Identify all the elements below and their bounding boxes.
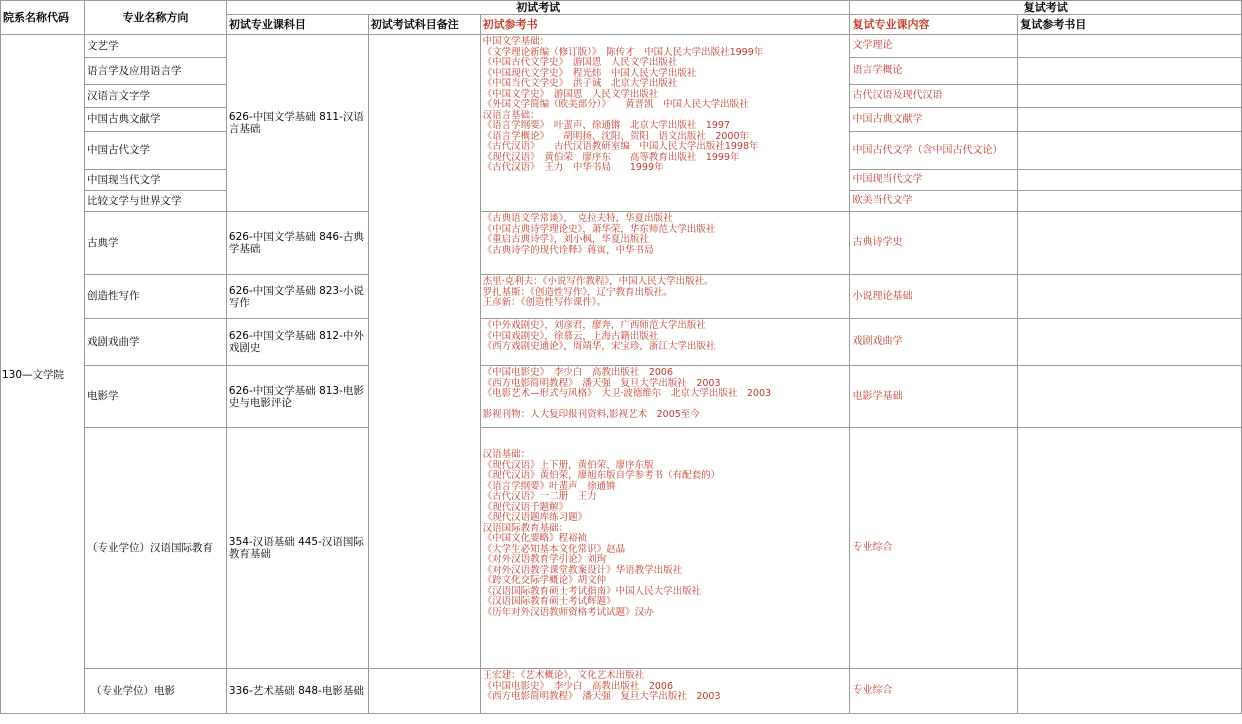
book-line: 《中国文学史》 游国恩 人民文学出版社 — [482, 88, 659, 100]
book-line: 王彦新：《创造性写作课件》。 — [482, 297, 607, 308]
header-prelim-notes: 初试考试科目备注 — [368, 15, 480, 35]
retest-books-cell — [1018, 58, 1242, 85]
book-line: 杰里·克利夫：《小说写作教程》，中国人民大学出版社。 — [482, 276, 714, 287]
retest-content-cell: 古代汉语及现代汉语 — [850, 85, 1018, 108]
book-line: 汉语基础： — [482, 449, 531, 460]
book-line: 王宏建：《艺术概论》，文化艺术出版社 — [482, 670, 645, 681]
table-row — [1, 669, 1242, 714]
retest-books-cell — [1018, 132, 1242, 170]
header-major: 专业名称方向 — [84, 1, 226, 35]
subject-cell: 626-中国文学基础 812-中外戏剧史 — [226, 319, 368, 366]
book-line: 《对外汉语教学课堂教案设计》华语教学出版社 — [482, 564, 683, 576]
book-line: 《中国古代文学史》 游国恩 人民文学出版社 — [482, 57, 678, 68]
notes-cell — [368, 35, 480, 669]
book-line: 《古代汉语》一二册 王力 — [482, 491, 597, 502]
major-cell: 中国古典文献学 — [84, 108, 226, 132]
major-cell: 古典学 — [84, 212, 226, 275]
department-cell: 130—文学院 — [1, 35, 85, 714]
book-line: 《大学生必知基本文化常识》赵晶 — [482, 543, 626, 555]
major-cell: 戏剧戏曲学 — [84, 319, 226, 366]
book-line: 《语言学概论》 胡明扬、沈阳、贺阳 语文出版社 2000年 — [482, 130, 750, 142]
subject-cell: 354-汉语基础 445-汉语国际教育基础 — [226, 428, 368, 669]
book-line: 《古代汉语》 古代汉语教研室编 中国人民大学出版社1998年 — [482, 141, 759, 152]
retest-content-cell: 中国现当代文学 — [850, 170, 1018, 191]
retest-books-cell — [1018, 191, 1242, 212]
major-cell: 汉语言文字学 — [84, 85, 226, 108]
major-cell: 中国古代文学 — [84, 132, 226, 170]
book-line: 《中国电影史》 李少白 高教出版社 2006 — [482, 680, 674, 692]
book-line: 《语言学纲要》 叶蜚声、徐通锵 北京大学出版社 1997 — [482, 120, 731, 131]
retest-content-cell: 戏剧戏曲学 — [850, 319, 1018, 366]
major-cell: 电影学 — [84, 366, 226, 428]
table-row — [1, 212, 1242, 275]
book-line: 《汉语国际教育硕士考试辉题》 — [482, 596, 616, 607]
retest-books-cell — [1018, 319, 1242, 366]
book-line: 《语言学纲要》叶蜚声 徐通锵 — [482, 480, 616, 492]
retest-books-cell — [1018, 275, 1242, 319]
retest-content-cell: 专业综合 — [850, 669, 1018, 714]
book-line: 《古代汉语》 王力 中华书局 1999年 — [482, 162, 664, 173]
major-cell: 语言学及应用语言学 — [84, 58, 226, 85]
header-prelim-subjects: 初试专业课科目 — [226, 15, 368, 35]
subject-cell: 336-艺术基础 848-电影基础 — [226, 669, 368, 714]
header-retest: 复试考试 — [850, 1, 1242, 15]
book-line: 《中国文化要略》程裕祯 — [482, 533, 588, 544]
retest-content-cell: 欧美当代文学 — [850, 191, 1018, 212]
book-line: 汉语国际教育基础： — [482, 522, 569, 534]
header-retest-content: 复试专业课内容 — [850, 15, 1018, 35]
subject-cell: 626-中国文学基础 813-电影史与电影评论 — [226, 366, 368, 428]
retest-books-cell — [1018, 669, 1242, 714]
retest-content-cell: 古典诗学史 — [850, 212, 1018, 275]
table-row — [1, 35, 1242, 58]
major-cell: 创造性写作 — [84, 275, 226, 319]
retest-books-cell — [1018, 85, 1242, 108]
books-cell — [480, 319, 850, 366]
header-row-1 — [1, 1, 1242, 15]
book-line: 《中外戏剧史》，刘彦君，廖奔，广西师范大学出版社 — [482, 320, 706, 331]
book-line: 《现代汉语千题解》 — [482, 501, 569, 513]
retest-books-cell — [1018, 35, 1242, 58]
header-prelim: 初试考试 — [226, 1, 850, 15]
retest-books-cell — [1018, 170, 1242, 191]
book-line: 《历年对外汉语教师资格考试试题》汉办 — [482, 606, 654, 618]
book-line: 《外国文学简编（欧美部分）》 黄晋凯 中国人民大学出版社 — [482, 99, 749, 110]
subject-cell: 626-中国文学基础 823-小说写作 — [226, 275, 368, 319]
notes-cell — [368, 669, 480, 714]
major-cell: （专业学位）汉语国际教育 — [84, 428, 226, 669]
retest-books-cell — [1018, 428, 1242, 669]
retest-content-cell: 小说理论基础 — [850, 275, 1018, 319]
book-line: 《中国现代文学史》 程光炜 中国人民大学出版社 — [482, 67, 697, 79]
retest-books-cell — [1018, 212, 1242, 275]
book-line: 《跨文化交际学概论》胡文仲 — [482, 575, 607, 586]
book-line: 《中国古典诗学理论史》，萧华荣，华东师范大学出版社 — [482, 223, 716, 235]
header-retest-books: 复试参考书目 — [1018, 15, 1242, 35]
retest-content-cell: 中国古典文献学 — [850, 108, 1018, 132]
book-line: 《文学理论新编（修订版）》 陈传才 中国人民大学出版社1999年 — [482, 46, 764, 58]
retest-content-cell: 电影学基础 — [850, 366, 1018, 428]
retest-content-cell: 专业综合 — [850, 428, 1018, 669]
books-cell — [480, 212, 850, 275]
book-line: 《现代汉语》 黄伯荣 廖序东 高等教育出版社 1999年 — [482, 151, 740, 163]
retest-content-cell: 文学理论 — [850, 35, 1018, 58]
book-line: 《电影艺术—形式与风格》 大卫·波德维尔 北京大学出版社 2003 — [482, 388, 772, 399]
book-line: 《西方电影简明教程》 潘天强 复旦大学出版社 2003 — [482, 377, 721, 389]
book-line: 《中国当代文学史》 洪子诚 北京大学出版社 — [482, 78, 678, 89]
book-line: 《古典诗学的现代诠释》蒋寅，中华书局 — [482, 244, 654, 256]
book-line: 《西方电影简明教程》 潘天强 复旦大学出版社 2003 — [482, 691, 721, 702]
table-row — [1, 366, 1242, 428]
books-cell — [480, 275, 850, 319]
book-line: 《现代汉语》上下册，黄伯荣、廖序东版 — [482, 459, 654, 471]
books-cell — [480, 35, 850, 212]
major-cell: 比较文学与世界文学 — [84, 191, 226, 212]
books-cell — [480, 366, 850, 428]
table-row — [1, 319, 1242, 366]
book-line: 《重启古典诗学》，刘小枫，华夏出版社 — [482, 234, 649, 245]
book-line: 《中国戏剧史》，徐慕云，上海古籍出版社 — [482, 330, 659, 342]
table-row — [1, 428, 1242, 669]
retest-books-cell — [1018, 108, 1242, 132]
book-line: 《对外汉语教育学引论》刘珣 — [482, 554, 607, 565]
book-line: 罗扎基斯：《创造性写作》，辽宁教育出版社。 — [482, 286, 673, 298]
book-line: 《现代汉语》黄伯荣，廖旭东版自学参考书（有配套的） — [482, 470, 721, 481]
header-prelim-books: 初试参考书 — [480, 15, 850, 35]
subject-cell: 626-中国文学基础 846-古典学基础 — [226, 212, 368, 275]
book-line: 中国文学基础： — [482, 36, 550, 47]
retest-content-cell: 中国古代文学（含中国古代文论） — [850, 132, 1018, 170]
book-line: 《古典语文学常谈》， 克拉夫特，华夏出版社 — [482, 213, 673, 224]
subject-cell: 626-中国文学基础 811-汉语言基础 — [226, 35, 368, 212]
book-line: 《汉语国际教育硕士考试指南》中国人民大学出版社 — [482, 585, 702, 597]
books-cell — [480, 428, 850, 669]
major-cell: 文艺学 — [84, 35, 226, 58]
retest-content-cell: 语言学概论 — [850, 58, 1018, 85]
retest-books-cell — [1018, 366, 1242, 428]
book-line: 《西方戏剧史通论》，周靖华，宋宝珍，浙江大学出版社 — [482, 341, 716, 352]
major-cell: （专业学位）电影 — [84, 669, 226, 714]
books-cell — [480, 669, 850, 714]
book-line: 《中国电影史》 李少白 高教出版社 2006 — [482, 367, 674, 378]
major-cell: 中国现当代文学 — [84, 170, 226, 191]
header-dept-code: 院系名称代码 — [1, 1, 85, 35]
book-line: 《现代汉语题库练习题》 — [482, 512, 588, 523]
table-row — [1, 275, 1242, 319]
book-line: 汉语言基础： — [482, 109, 540, 121]
book-line: 影视刊物：人大复印报刊资料,影视艺术 2005至今 — [482, 409, 700, 420]
